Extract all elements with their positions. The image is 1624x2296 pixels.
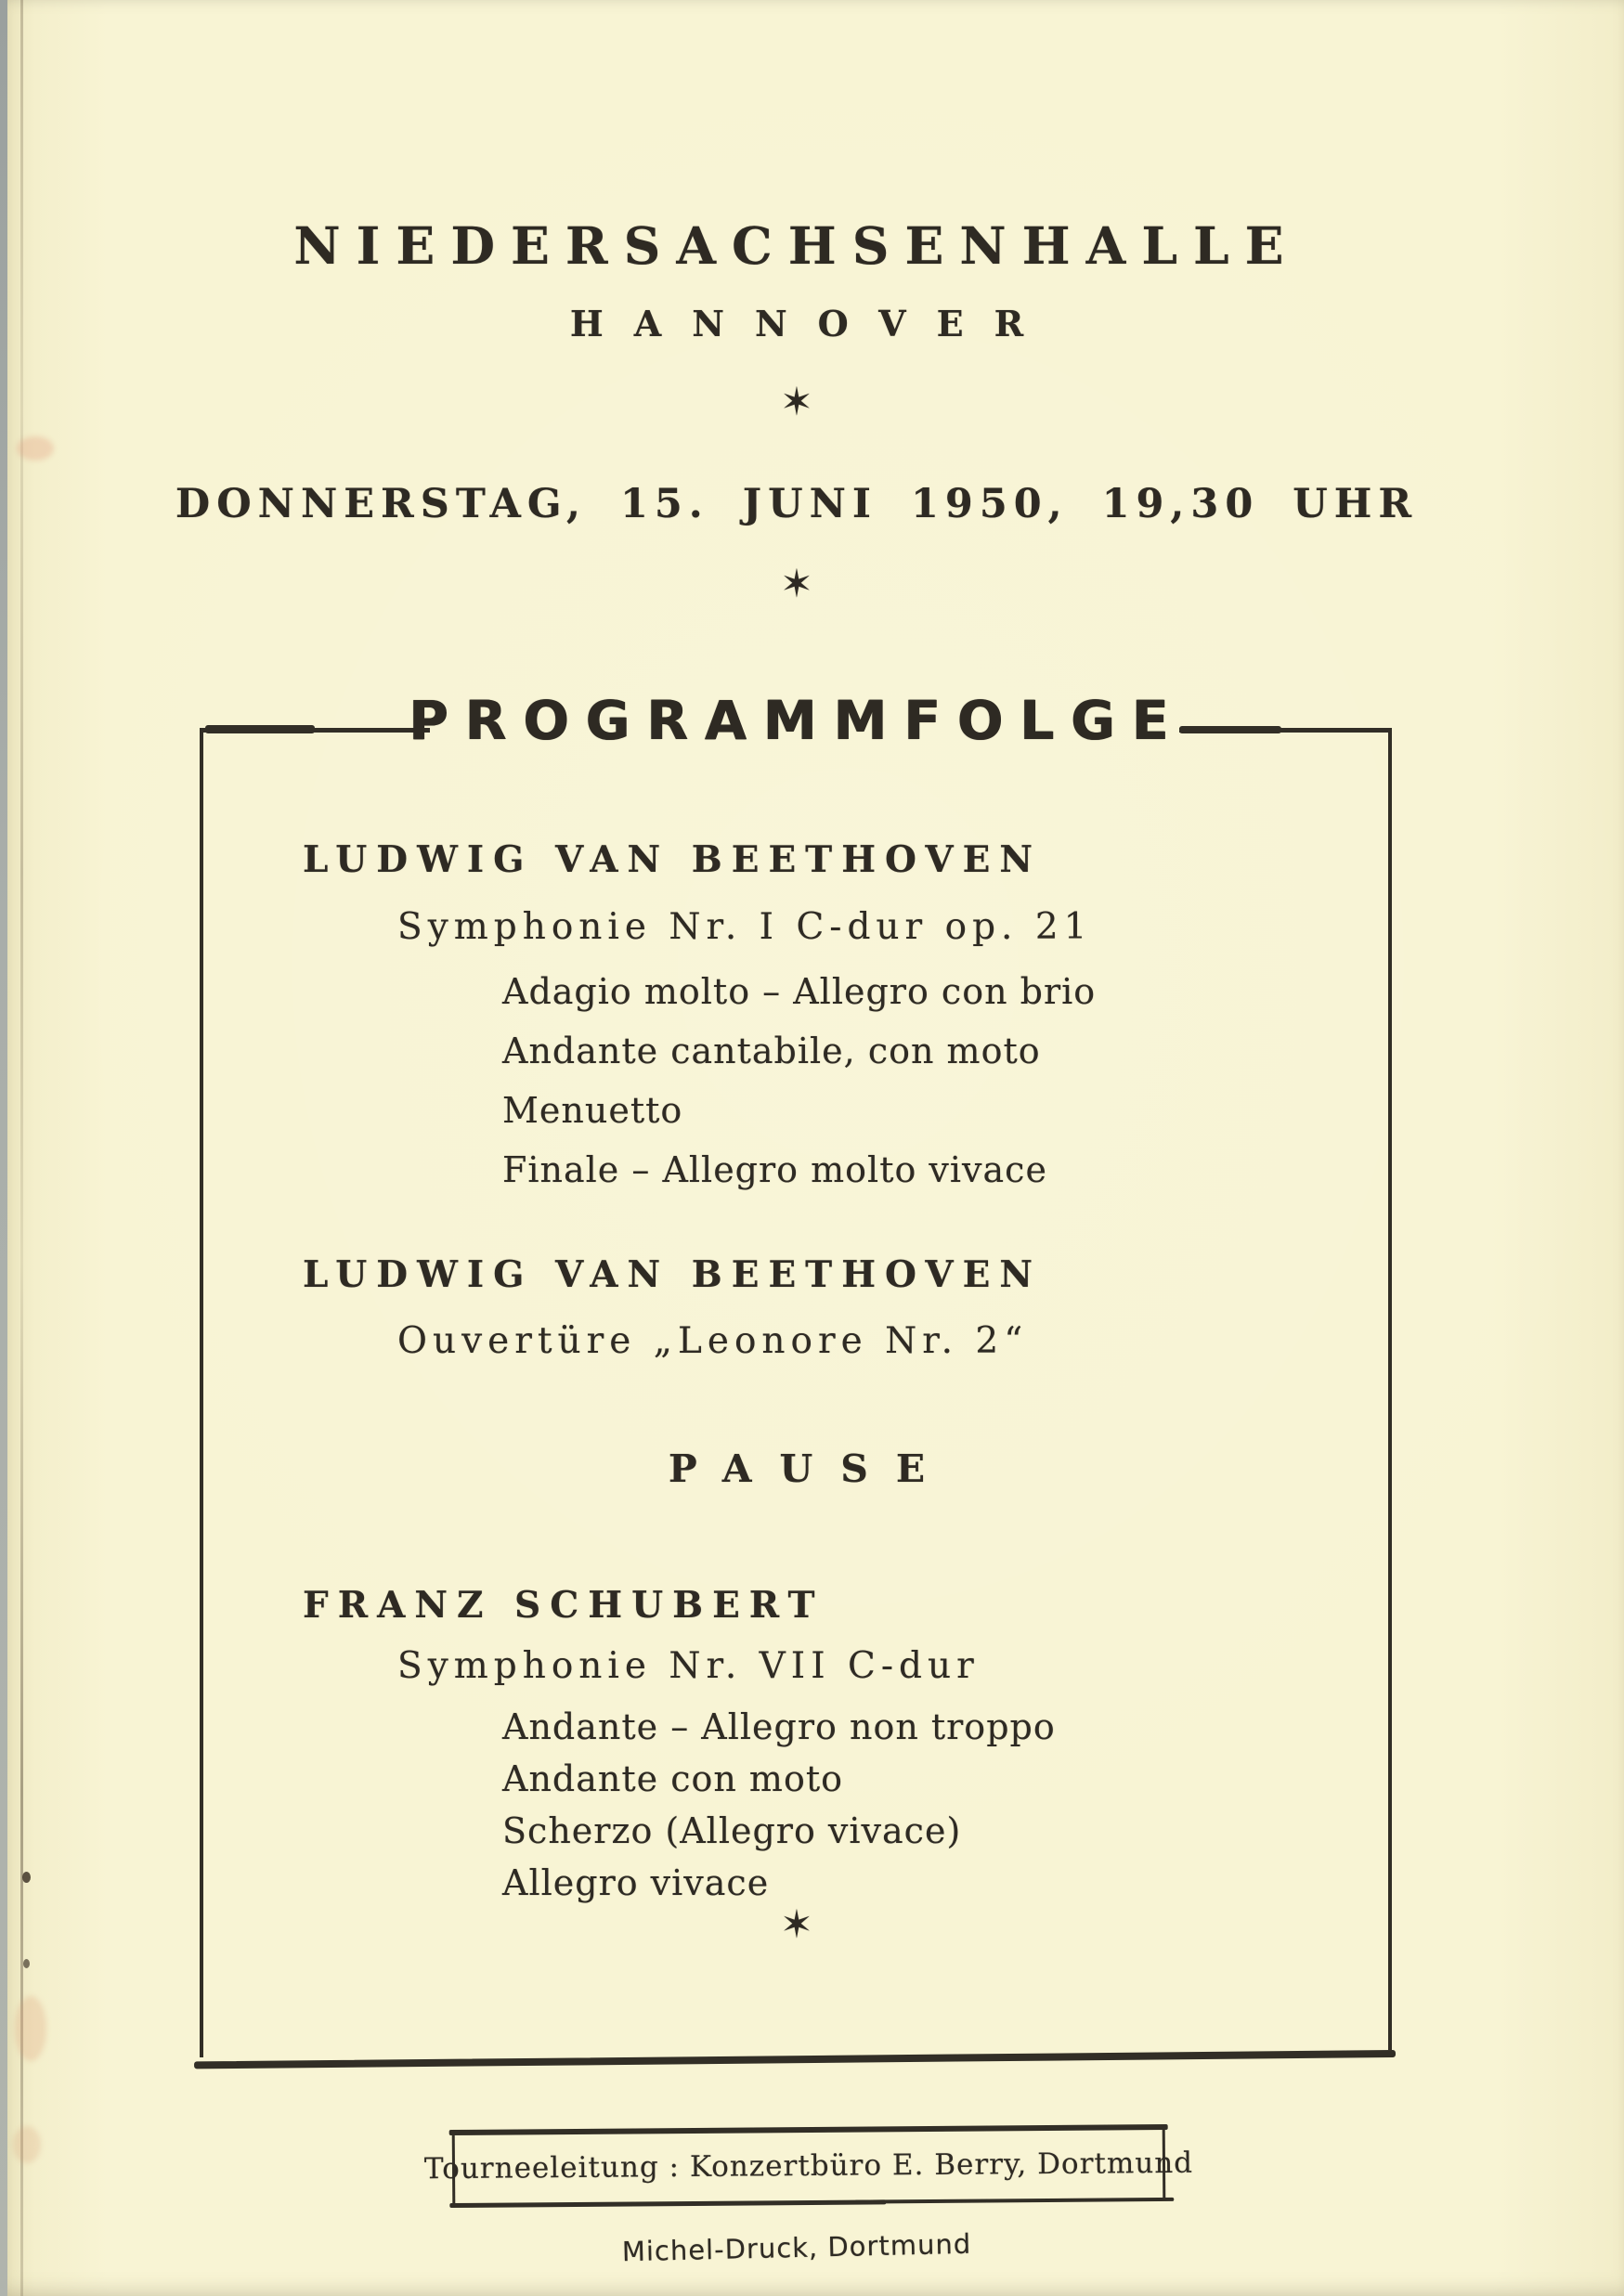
program-title: PROGRAMMFOLGE — [408, 689, 1186, 752]
movement-line: Scherzo (Allegro vivace) — [502, 1810, 962, 1851]
date-line: DONNERSTAG, 15. JUNI 1950, 19,30 UHR — [175, 481, 1419, 527]
movement-line: Menuetto — [502, 1090, 683, 1131]
program-content — [7, 0, 1624, 2296]
frame-border-right — [1388, 730, 1392, 2050]
tour-box-border-top — [449, 2124, 1168, 2135]
tour-box-border-bottom — [449, 2199, 886, 2208]
intermission-label: PAUSE — [668, 1446, 954, 1491]
movement-line: Adagio molto – Allegro con brio — [502, 971, 1097, 1012]
movement-line: Finale – Allegro molto vivace — [502, 1149, 1047, 1190]
star-separator-icon: ✶ — [780, 1901, 813, 1947]
paper-sheet — [7, 0, 1624, 2296]
movement-line: Andante – Allegro non troppo — [502, 1706, 1056, 1747]
frame-border-left — [200, 728, 203, 2057]
movement-line: Allegro vivace — [502, 1862, 770, 1903]
movement-line: Andante con moto — [502, 1758, 843, 1799]
composer-name: LUDWIG VAN BEETHOVEN — [303, 838, 1042, 881]
movement-line: Andante cantabile, con moto — [502, 1031, 1041, 1071]
tour-box-border-bottom — [854, 2198, 1174, 2204]
work-title: Symphonie Nr. I C-dur op. 21 — [397, 906, 1093, 948]
work-title: Ouvertüre „Leonore Nr. 2“ — [397, 1320, 1029, 1362]
composer-name: FRANZ SCHUBERT — [303, 1584, 825, 1627]
venue-title: NIEDERSACHSENHALLE — [293, 215, 1300, 276]
tour-management-credit: Tourneeleitung : Konzertbüro E. Berry, Dortmund — [423, 2146, 1194, 2186]
star-separator-icon: ✶ — [780, 561, 813, 606]
tour-management-box — [423, 2129, 1194, 2203]
printer-credit: Michel-Druck, Dortmund — [621, 2227, 972, 2268]
work-title: Symphonie Nr. VII C-dur — [397, 1645, 980, 1687]
star-separator-icon: ✶ — [780, 379, 813, 424]
composer-name: LUDWIG VAN BEETHOVEN — [303, 1253, 1042, 1296]
city-subtitle: HANNOVER — [569, 303, 1055, 344]
frame-border-bottom — [194, 2050, 1396, 2069]
